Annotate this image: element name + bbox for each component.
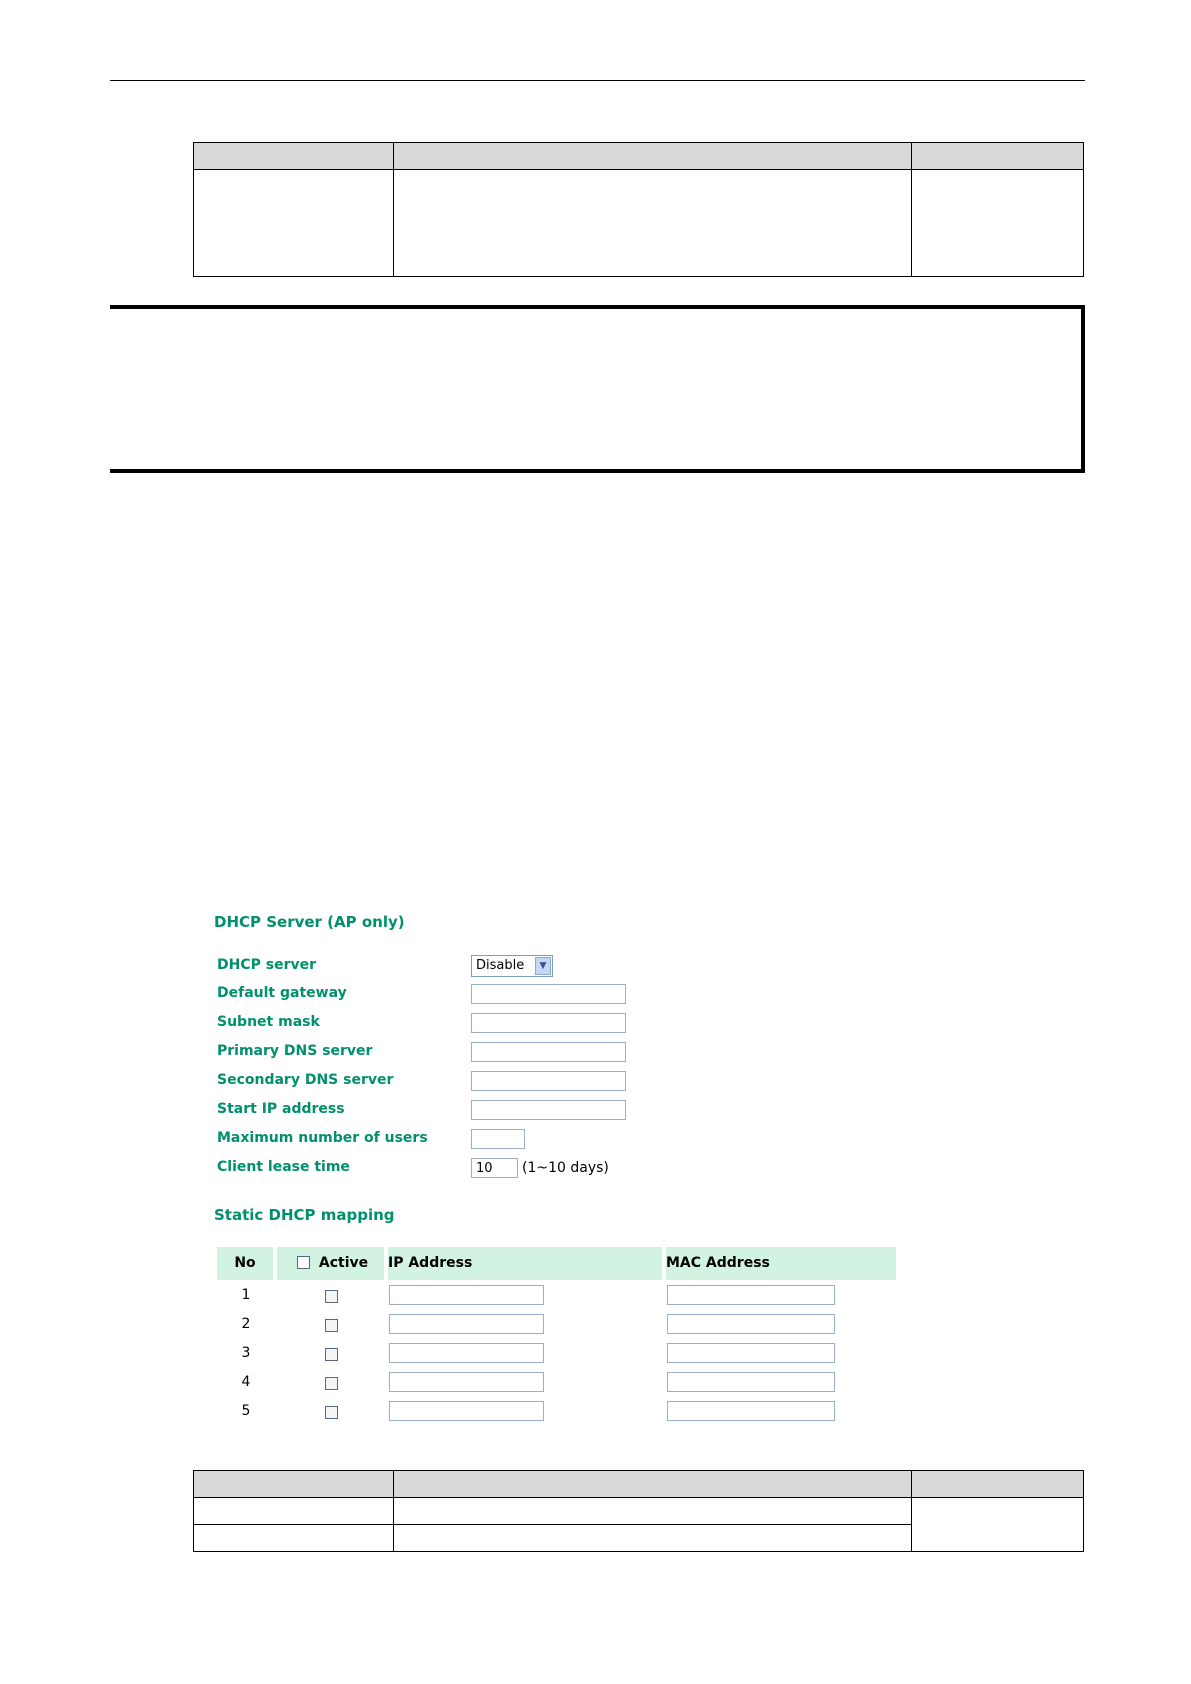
row-active-checkbox[interactable] [325, 1319, 338, 1332]
col-header-ip: IP Address [388, 1247, 662, 1280]
table-cell [912, 1498, 1084, 1552]
table-cell [394, 1525, 912, 1552]
row-ip-input[interactable] [389, 1285, 544, 1305]
row-mac-input[interactable] [667, 1343, 835, 1363]
secondary-dns-label: Secondary DNS server [217, 1072, 394, 1088]
table-cell [912, 170, 1084, 277]
col-header-no: No [217, 1247, 273, 1280]
header-cell [394, 1471, 912, 1498]
default-gateway-input[interactable] [471, 984, 626, 1004]
row-active-checkbox[interactable] [325, 1348, 338, 1361]
col-header-active-label: Active [318, 1255, 369, 1271]
table-cell [394, 1498, 912, 1525]
row-mac-input[interactable] [667, 1285, 835, 1305]
row-ip-input[interactable] [389, 1401, 544, 1421]
row-ip-input[interactable] [389, 1314, 544, 1334]
row-number: 5 [241, 1403, 251, 1419]
row-number: 4 [241, 1374, 251, 1390]
header-cell [194, 143, 394, 170]
row-active-checkbox[interactable] [325, 1377, 338, 1390]
row-number: 3 [241, 1345, 251, 1361]
dhcp-server-label: DHCP server [217, 957, 317, 973]
max-users-input[interactable] [471, 1129, 525, 1149]
table-cell [194, 1525, 394, 1552]
default-gateway-label: Default gateway [217, 985, 347, 1001]
dhcp-server-select[interactable] [471, 955, 553, 977]
table-row [194, 170, 1084, 277]
row-mac-input[interactable] [667, 1401, 835, 1421]
chevron-down-icon[interactable]: ▼ [535, 957, 551, 975]
lease-time-unit: (1~10 days) [522, 1160, 609, 1176]
static-mapping-title: Static DHCP mapping [214, 1206, 395, 1224]
row-mac-input[interactable] [667, 1314, 835, 1334]
col-header-active [277, 1247, 384, 1280]
col-header-mac: MAC Address [666, 1247, 896, 1280]
lease-time-label: Client lease time [217, 1159, 350, 1175]
header-cell [912, 1471, 1084, 1498]
dhcp-section-title: DHCP Server (AP only) [214, 913, 405, 931]
row-number: 1 [241, 1287, 251, 1303]
row-active-checkbox[interactable] [325, 1406, 338, 1419]
page-header-rule [110, 80, 1085, 81]
lease-time-input[interactable] [471, 1158, 518, 1178]
row-mac-input[interactable] [667, 1372, 835, 1392]
secondary-dns-input[interactable] [471, 1071, 626, 1091]
table-cell [194, 1498, 394, 1525]
select-all-checkbox[interactable] [297, 1256, 310, 1269]
max-users-label: Maximum number of users [217, 1130, 428, 1146]
row-ip-input[interactable] [389, 1372, 544, 1392]
row-number: 2 [241, 1316, 251, 1332]
primary-dns-input[interactable] [471, 1042, 626, 1062]
row-active-checkbox[interactable] [325, 1290, 338, 1303]
table-header-row [194, 1471, 1084, 1498]
start-ip-label: Start IP address [217, 1101, 345, 1117]
subnet-mask-label: Subnet mask [217, 1014, 320, 1030]
subnet-mask-input[interactable] [471, 1013, 626, 1033]
parameter-table-bottom [193, 1470, 1084, 1552]
parameter-table-top [193, 142, 1084, 277]
dhcp-server-selected-value: Disable [476, 958, 525, 973]
header-cell [394, 143, 912, 170]
table-cell [194, 170, 394, 277]
header-cell [194, 1471, 394, 1498]
table-cell [394, 170, 912, 277]
row-ip-input[interactable] [389, 1343, 544, 1363]
header-cell [912, 143, 1084, 170]
note-box [110, 305, 1085, 473]
primary-dns-label: Primary DNS server [217, 1043, 373, 1059]
start-ip-input[interactable] [471, 1100, 626, 1120]
table-row [194, 1498, 1084, 1525]
table-header-row [194, 143, 1084, 170]
